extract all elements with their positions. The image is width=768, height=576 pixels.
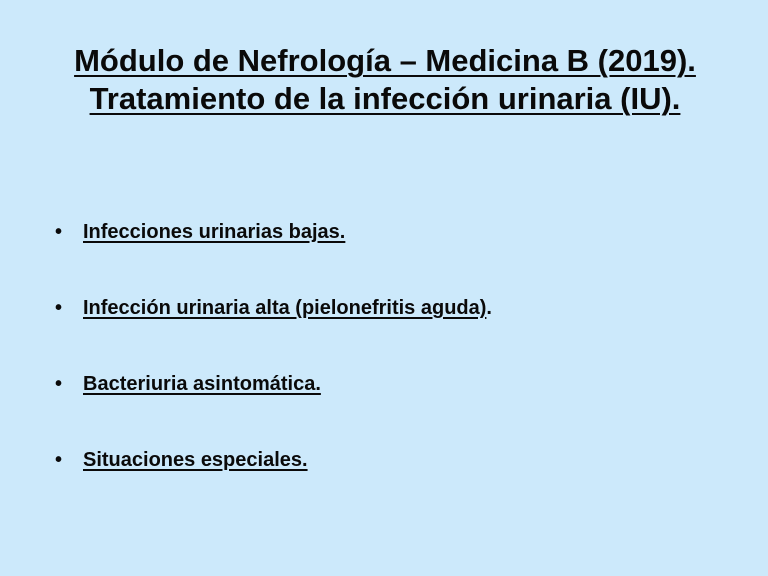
bullet-suffix: . bbox=[486, 297, 492, 319]
bullet-item bbox=[50, 370, 740, 446]
bullet-icon: • bbox=[55, 373, 63, 395]
bullet-icon: • bbox=[55, 297, 63, 319]
bullet-text bbox=[83, 370, 321, 398]
bullet-list bbox=[50, 218, 740, 522]
bullet-item bbox=[50, 218, 740, 294]
bullet-icon: • bbox=[55, 221, 63, 243]
bullet-link[interactable]: Infecciones urinarias bajas. bbox=[83, 221, 346, 243]
slide-title bbox=[60, 42, 710, 118]
bullet-item bbox=[50, 294, 740, 370]
bullet-item bbox=[50, 446, 740, 522]
bullet-text bbox=[83, 446, 308, 474]
bullet-link[interactable]: Situaciones especiales. bbox=[83, 449, 308, 471]
bullet-link[interactable]: Bacteriuria asintomática. bbox=[83, 373, 321, 395]
bullet-text bbox=[83, 294, 492, 322]
bullet-text bbox=[83, 218, 345, 246]
bullet-link[interactable]: Infección urinaria alta (pielonefritis aguda) bbox=[83, 297, 487, 319]
bullet-icon: • bbox=[55, 449, 63, 471]
slide-title-text: Módulo de Nefrología – Medicina B (2019). Tratamiento de la infección urinaria (IU). bbox=[74, 43, 696, 116]
